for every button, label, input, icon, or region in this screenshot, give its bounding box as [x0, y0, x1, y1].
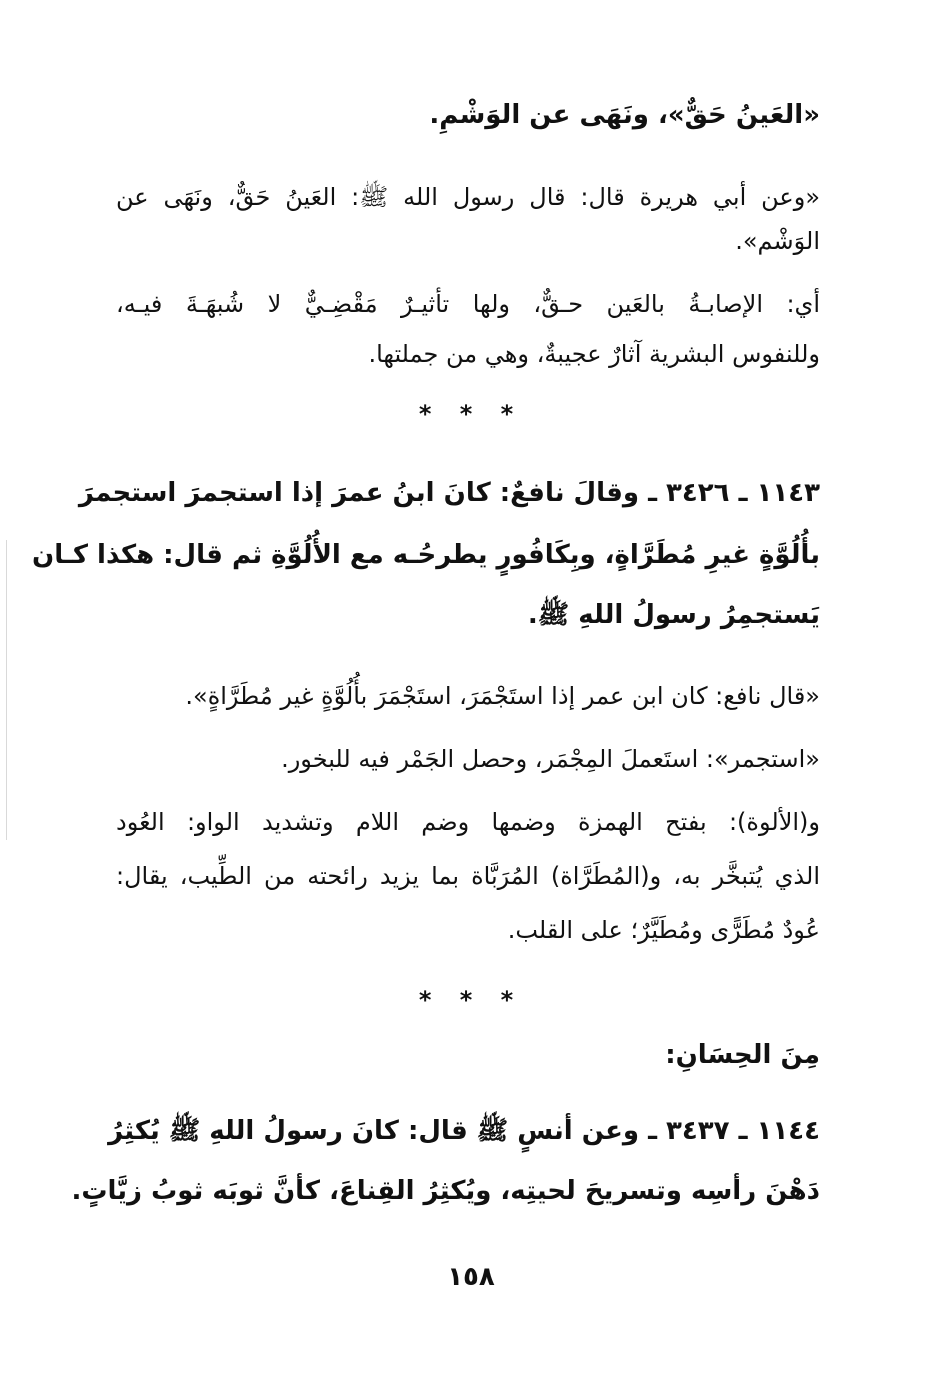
- hadith-text-line: ١١٤٤ ـ ٣٤٣٧ ـ وعن أنسٍ ﷺ قال: كانَ رسولُ اللهِ ﷺ يُكثِرُ: [108, 1116, 820, 1146]
- section-heading: مِنَ الحِسَانِ:: [665, 1040, 820, 1070]
- page-edge-mark: [6, 540, 7, 840]
- hadith-text-line: بأُلُوَّةٍ غيرِ مُطَرَّاةٍ، وبِكَافُورٍ يطرحُـه مع الأُلُوَّةِ ثم قال: هكذا كـان: [32, 540, 820, 570]
- commentary-line: «استجمر»: استَعملَ المِجْمَر، وحصل الجَمْر فيه للبخور.: [281, 745, 820, 773]
- commentary-line: أي: الإصابـةُ بالعَين حـقٌّ، ولها تأثيـرٌ مَقْضِـيٌّ لا شُبهَـةَ فيـه،: [116, 290, 820, 318]
- commentary-line: و(الألوة): بفتح الهمزة وضمها وضم اللام وتشديد الواو: العُود: [116, 808, 820, 836]
- hadith-text-line: ١١٤٣ ـ ٣٤٢٦ ـ وقالَ نافعٌ: كانَ ابنُ عمرَ إذا استجمرَ استجمرَ: [78, 478, 820, 508]
- narration-line: الوَشْم».: [735, 227, 820, 255]
- narration-line: «قال نافع: كان ابن عمر إذا استَجْمَرَ، استَجْمَرَ بأُلُوَّةٍ غير مُطَرَّاةٍ».: [185, 682, 820, 710]
- section-separator: * * *: [418, 400, 524, 428]
- section-separator: * * *: [418, 986, 524, 1014]
- hadith-text-line: «العَينُ حَقٌّ»، ونَهَى عن الوَشْمِ.: [429, 100, 820, 130]
- commentary-line: عُودٌ مُطَرًّى ومُطَيَّرٌ؛ على القلب.: [507, 916, 820, 944]
- commentary-line: وللنفوس البشرية آثارٌ عجيبةٌ، وهي من جملتها.: [368, 340, 820, 368]
- page-number: ١٥٨: [447, 1262, 495, 1292]
- commentary-line: الذي يُتبخَّر به، و(المُطَرَّاة) المُرَبَّاة بما يزيد رائحته من الطِّيب، يقال:: [116, 862, 820, 890]
- narration-line: «وعن أبي هريرة قال: قال رسول الله ﷺ: العَينُ حَقٌّ، ونَهَى عن: [116, 183, 820, 211]
- hadith-text-line: دَهْنَ رأسِه وتسريحَ لحيتِه، ويُكثِرُ القِناعَ، كأنَّ ثوبَه ثوبُ زيَّاتٍ.: [71, 1176, 820, 1206]
- hadith-text-line: يَستجمِرُ رسولُ اللهِ ﷺ.: [527, 600, 820, 630]
